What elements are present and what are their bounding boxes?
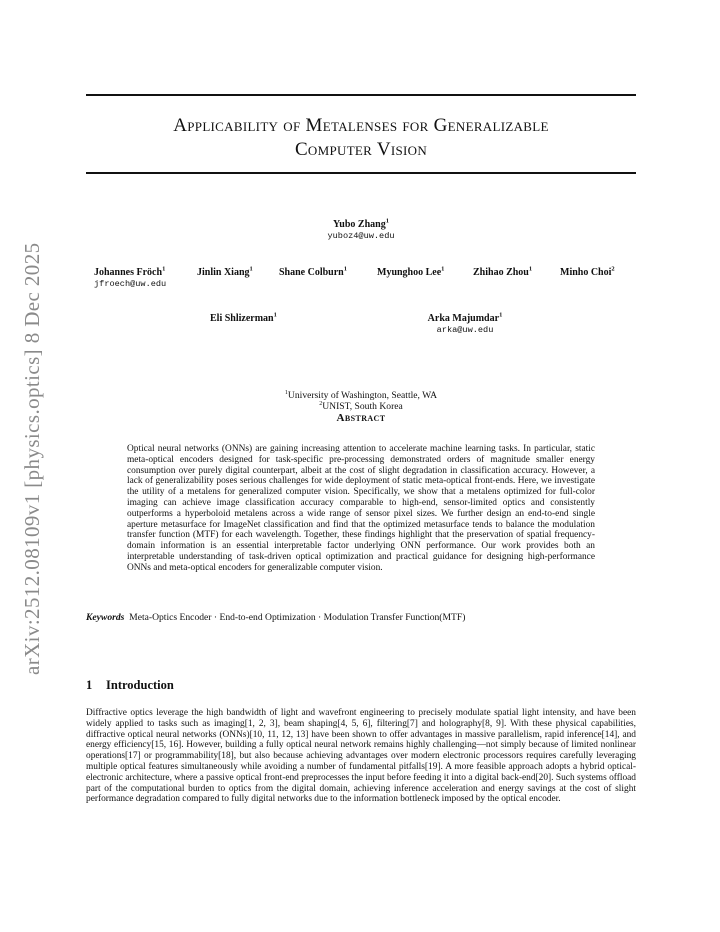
section-number: 1 [86,678,93,692]
affiliation-1: $^1$University of Washington, Seattle, WA [284,390,438,402]
title-rule-top [86,94,636,96]
author-johannes-froch: Johannes Fröch$^1$ jfroech@uw.edu [94,266,167,290]
author-arka-majumdar: Arka Majumdar$^1$ arka@uw.edu [400,310,530,336]
author-minho-choi: Minho Choi$^2$ [560,266,615,279]
abstract-text: Optical neural networks (ONNs) are gaining increasing attention to accelerate machine learning tasks. In particular, static meta-optical encoders designed for task-specific pre-processing demonstrated orders of magnitude smaller energy consumption over purely digital counterpart, albeit at the cost of slight degradation in classification accuracy. However, a lack of generalizability poses serious challenges for wide deployment of static meta-optical front-ends. Here, we investigate the utility of a metalens for generalized computer vision. Specifically, we show that a metalens optimized for full-color imaging can achieve image classification accuracy comparable to high-end, sensor-limited optics and consistently outperforms a hyperboloid metalens across a wide range of sensor pixel sizes. We further design an end-to-end single aperture metasurface for ImageNet classification and find that the optimized metasurface tends to balance the modulation transfer function (MTF) for each wavelength. Together, these findings highlight that the preservation of spatial frequency-domain information is an essential interpretable factor underlying ONN performance. Our work provides both an interpretable understanding of task-driven optical optimization and practical guidance for designing high-performance ONNs and meta-optical encoders for generalizable computer vision. [127,444,595,573]
keywords-label: Keywords [86,612,125,623]
author-email[interactable]: arka@uw.edu [436,325,494,336]
author-myunghoo-lee: Myunghoo Lee$^1$ [377,266,445,279]
abstract-heading: Abstract [336,412,386,424]
keywords-text: Meta-Optics Encoder · End-to-end Optimization · Modulation Transfer Function(MTF) [129,612,466,623]
author-zhihao-zhou: Zhihao Zhou$^1$ [473,266,533,279]
section-title: Introduction [106,678,174,692]
section-heading-introduction [86,678,174,693]
paper-title-line-2: Computer Vision [294,139,428,160]
author-jinlin-xiang: Jinlin Xiang$^1$ [197,266,253,279]
author-yubo-zhang: Yubo Zhang$^1$ yuboz4@uw.edu [286,216,436,242]
introduction-paragraph: Diffractive optics leverage the high bandwidth of light and wavefront engineering to precisely modulate spatial light intensity, and have been widely applied to tasks such as imaging[1, 2, 3], beam shaping[4, 5, 6], filtering[7] and holography[8, 9]. With these physical capabilities, diffractive optical neural networks (ONNs)[10, 11, 12, 13] have been shown to offer advantages in massive parallelism, rapid inference[14], and energy efficiency[15, 16]. However, building a fully optical neural network remains highly challenging—not simply because of limited nonlinear operations[17] or programmability[18], but also because achieving advantages over modern electronic processors requires carefully leveraging multiple optical features simultaneously while avoiding a number of fundamental pitfalls[19]. A more feasible approach adopts a hybrid optical-electronic architecture, where a passive optical front-end preprocesses the input before feeding it into a digital back-end[20]. Such systems offload part of the computational burden to optics from the digital domain, achieving inference acceleration and energy savings at the cost of slight performance degradation compared to fully digital networks due to the information bottleneck imposed by the optical encoder. [86,708,636,805]
keywords [86,612,636,624]
title-rule-bottom [86,172,636,174]
paper-title-line-1: Applicability of Metalenses for Generalizable [173,115,549,136]
author-email[interactable]: jfroech@uw.edu [94,279,167,290]
author-eli-shlizerman: Eli Shlizerman$^1$ [210,312,277,325]
author-shane-colburn: Shane Colburn$^1$ [279,266,347,279]
paper-title [86,114,636,162]
author-email[interactable]: yuboz4@uw.edu [327,231,395,242]
arxiv-identifier: arXiv:2512.08109v1 [physics.optics] 8 Dec 2025 [20,242,44,675]
affiliation-2: $^2$UNIST, South Korea [319,401,403,413]
